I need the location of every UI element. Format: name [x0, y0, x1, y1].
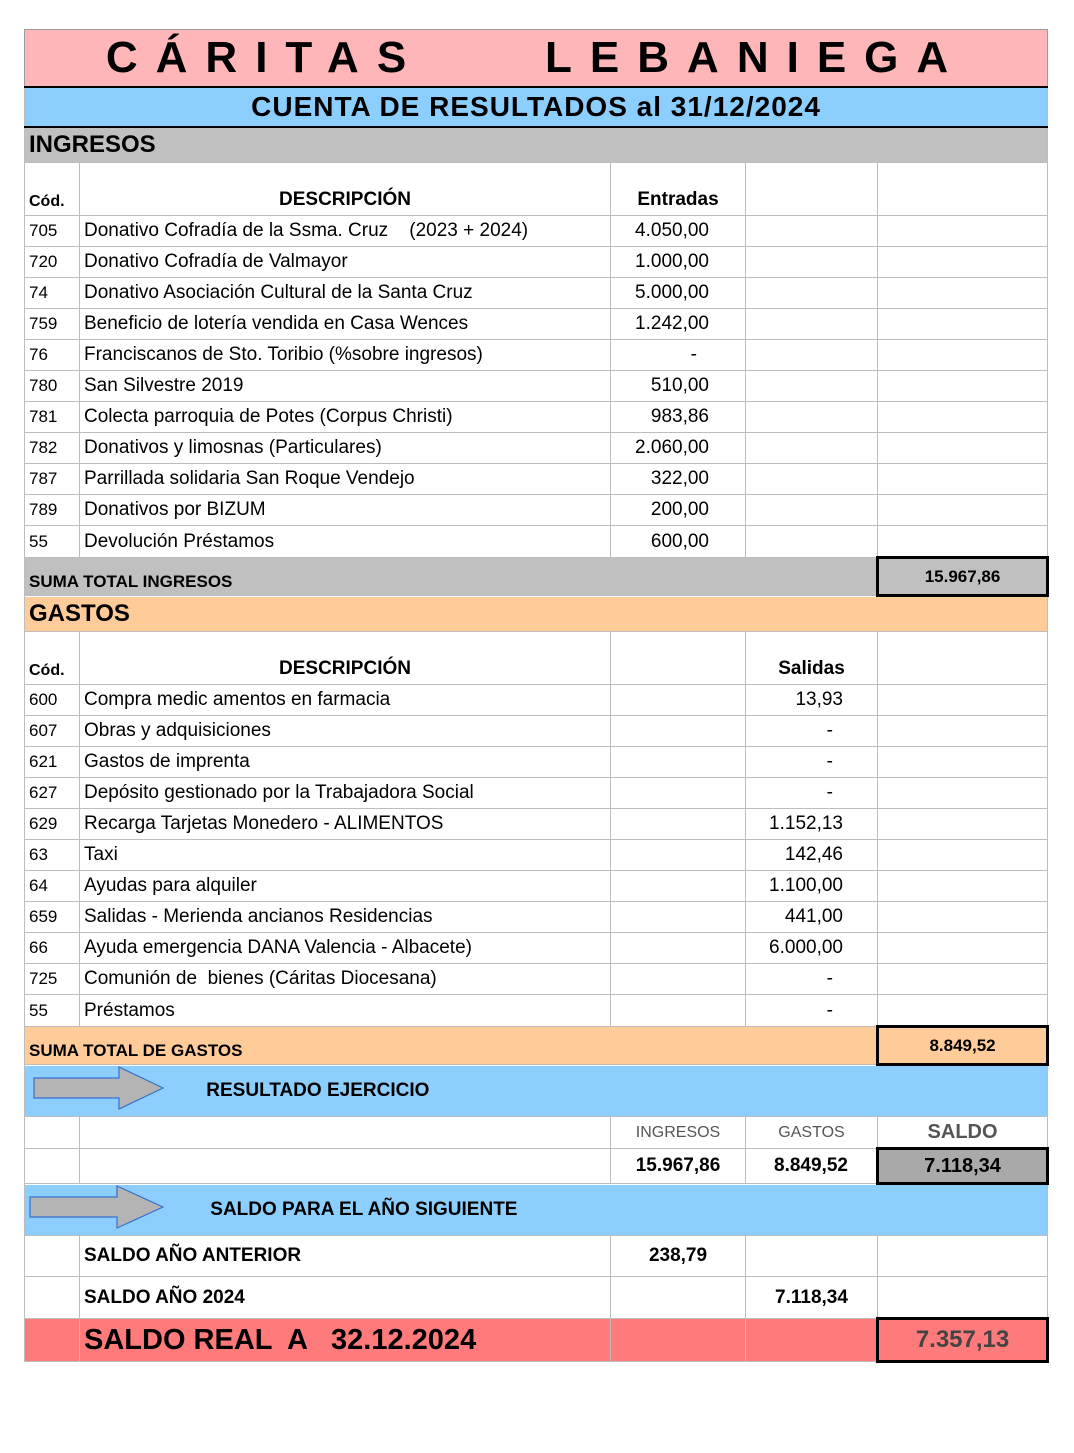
right-arrow-icon [33, 1066, 165, 1116]
table-row [25, 371, 1048, 402]
saldo-anterior-row [25, 1236, 1048, 1277]
row-amount: 142,46 [746, 840, 878, 871]
row-description: Salidas - Merienda ancianos Residencias [80, 902, 611, 933]
row-description: Donativos y limosnas (Particulares) [80, 433, 611, 464]
row-code: 705 [25, 216, 80, 247]
subtitle-row [25, 87, 1048, 127]
row-code: 74 [25, 278, 80, 309]
table-row [25, 933, 1048, 964]
row-description: Compra medic amentos en farmacia [80, 685, 611, 716]
row-amount: 1.000,00 [611, 247, 746, 278]
table-row [25, 278, 1048, 309]
right-arrow-icon [29, 1185, 165, 1235]
resultado-ingresos-header: INGRESOS [611, 1117, 746, 1149]
ingresos-rows [25, 216, 1048, 558]
ingresos-total-row [25, 558, 1048, 596]
row-amount: - [746, 747, 878, 778]
row-code: 55 [25, 526, 80, 558]
row-description: Ayudas para alquiler [80, 871, 611, 902]
row-amount: 200,00 [611, 495, 746, 526]
table-row [25, 309, 1048, 340]
ingresos-total-value: 15.967,86 [878, 558, 1048, 596]
row-amount: 13,93 [746, 685, 878, 716]
row-amount: 1.152,13 [746, 809, 878, 840]
resultado-row [25, 1065, 1048, 1117]
gastos-heading-row [25, 596, 1048, 632]
org-title: CÁRITAS LEBANIEGA [25, 30, 1048, 88]
report-subtitle: CUENTA DE RESULTADOS al 31/12/2024 [25, 87, 1048, 127]
ingresos-header-row [25, 163, 1048, 216]
row-description: Préstamos [80, 995, 611, 1027]
row-code: 759 [25, 309, 80, 340]
row-description: Ayuda emergencia DANA Valencia - Albacete) [80, 933, 611, 964]
row-amount: 2.060,00 [611, 433, 746, 464]
ingresos-total-label: SUMA TOTAL INGRESOS [25, 558, 878, 596]
col-cod-header: Cód. [25, 163, 80, 216]
table-row [25, 871, 1048, 902]
table-row [25, 902, 1048, 933]
results-sheet [24, 29, 1047, 1363]
table-row [25, 433, 1048, 464]
siguiente-row [25, 1184, 1048, 1236]
row-description: Beneficio de lotería vendida en Casa Wences [80, 309, 611, 340]
saldo-2024-value: 7.118,34 [746, 1277, 878, 1319]
row-description: Donativos por BIZUM [80, 495, 611, 526]
resultado-gastos-value: 8.849,52 [746, 1149, 878, 1184]
row-amount: 1.100,00 [746, 871, 878, 902]
row-code: 720 [25, 247, 80, 278]
row-amount: 510,00 [611, 371, 746, 402]
row-description: Donativo Cofradía de la Ssma. Cruz (2023 + 2024) [80, 216, 611, 247]
saldo-2024-label: SALDO AÑO 2024 [80, 1277, 611, 1319]
table-row [25, 716, 1048, 747]
row-description: Taxi [80, 840, 611, 871]
ingresos-heading: INGRESOS [25, 127, 1048, 163]
row-amount: - [611, 340, 746, 371]
resultado-saldo-header: SALDO [878, 1117, 1048, 1149]
table-row [25, 809, 1048, 840]
gastos-heading: GASTOS [25, 596, 1048, 632]
row-code: 629 [25, 809, 80, 840]
row-amount: - [746, 964, 878, 995]
resultado-ingresos-value: 15.967,86 [611, 1149, 746, 1184]
row-amount: 5.000,00 [611, 278, 746, 309]
row-code: 787 [25, 464, 80, 495]
table-row [25, 464, 1048, 495]
table-row [25, 995, 1048, 1027]
table-row [25, 747, 1048, 778]
row-code: 780 [25, 371, 80, 402]
col-desc-header: DESCRIPCIÓN [80, 163, 611, 216]
row-code: 607 [25, 716, 80, 747]
col-desc-header: DESCRIPCIÓN [80, 632, 611, 685]
row-code: 63 [25, 840, 80, 871]
row-code: 789 [25, 495, 80, 526]
row-amount: 600,00 [611, 526, 746, 558]
row-code: 55 [25, 995, 80, 1027]
resultado-label: RESULTADO EJERCICIO [206, 1080, 430, 1101]
row-description: Recarga Tarjetas Monedero - ALIMENTOS [80, 809, 611, 840]
table-row [25, 778, 1048, 809]
row-code: 66 [25, 933, 80, 964]
saldo-real-value: 7.357,13 [878, 1319, 1048, 1362]
row-description: Donativo Asociación Cultural de la Santa Cruz [80, 278, 611, 309]
table-row [25, 526, 1048, 558]
siguiente-label: SALDO PARA EL AÑO SIGUIENTE [210, 1199, 518, 1220]
title-row [25, 30, 1048, 88]
resultado-gastos-header: GASTOS [746, 1117, 878, 1149]
row-description: Comunión de bienes (Cáritas Diocesana) [80, 964, 611, 995]
row-description: Parrillada solidaria San Roque Vendejo [80, 464, 611, 495]
row-code: 621 [25, 747, 80, 778]
row-description: Depósito gestionado por la Trabajadora Social [80, 778, 611, 809]
row-code: 781 [25, 402, 80, 433]
row-code: 659 [25, 902, 80, 933]
table-row [25, 216, 1048, 247]
row-description: Colecta parroquia de Potes (Corpus Christi) [80, 402, 611, 433]
row-amount: - [746, 995, 878, 1027]
row-amount: 6.000,00 [746, 933, 878, 964]
row-amount: - [746, 716, 878, 747]
row-description: Devolución Préstamos [80, 526, 611, 558]
row-amount: 1.242,00 [611, 309, 746, 340]
resultado-values-row [25, 1149, 1048, 1184]
gastos-total-row [25, 1027, 1048, 1065]
gastos-total-label: SUMA TOTAL DE GASTOS [25, 1027, 878, 1065]
gastos-header-row [25, 632, 1048, 685]
row-code: 725 [25, 964, 80, 995]
row-amount: 322,00 [611, 464, 746, 495]
row-amount: 4.050,00 [611, 216, 746, 247]
col-entradas-header: Entradas [611, 163, 746, 216]
resultado-saldo-value: 7.118,34 [878, 1149, 1048, 1184]
row-description: Obras y adquisiciones [80, 716, 611, 747]
table-row [25, 247, 1048, 278]
resultado-header-row [25, 1117, 1048, 1149]
gastos-total-value: 8.849,52 [878, 1027, 1048, 1065]
col-cod-header: Cód. [25, 632, 80, 685]
row-description: Franciscanos de Sto. Toribio (%sobre ingresos) [80, 340, 611, 371]
row-amount: 441,00 [746, 902, 878, 933]
row-description: Gastos de imprenta [80, 747, 611, 778]
table-row [25, 840, 1048, 871]
saldo-real-label: SALDO REAL A 32.12.2024 [80, 1319, 611, 1362]
results-table [24, 29, 1049, 1363]
saldo-2024-row [25, 1277, 1048, 1319]
ingresos-heading-row [25, 127, 1048, 163]
table-row [25, 964, 1048, 995]
saldo-anterior-value: 238,79 [611, 1236, 746, 1277]
row-amount: 983,86 [611, 402, 746, 433]
table-row [25, 495, 1048, 526]
row-description: Donativo Cofradía de Valmayor [80, 247, 611, 278]
row-code: 627 [25, 778, 80, 809]
table-row [25, 685, 1048, 716]
table-row [25, 340, 1048, 371]
row-code: 64 [25, 871, 80, 902]
gastos-rows [25, 685, 1048, 1027]
col-salidas-header: Salidas [746, 632, 878, 685]
row-code: 782 [25, 433, 80, 464]
table-row [25, 402, 1048, 433]
row-amount: - [746, 778, 878, 809]
saldo-real-row [25, 1319, 1048, 1362]
row-code: 76 [25, 340, 80, 371]
row-description: San Silvestre 2019 [80, 371, 611, 402]
saldo-anterior-label: SALDO AÑO ANTERIOR [80, 1236, 611, 1277]
row-code: 600 [25, 685, 80, 716]
